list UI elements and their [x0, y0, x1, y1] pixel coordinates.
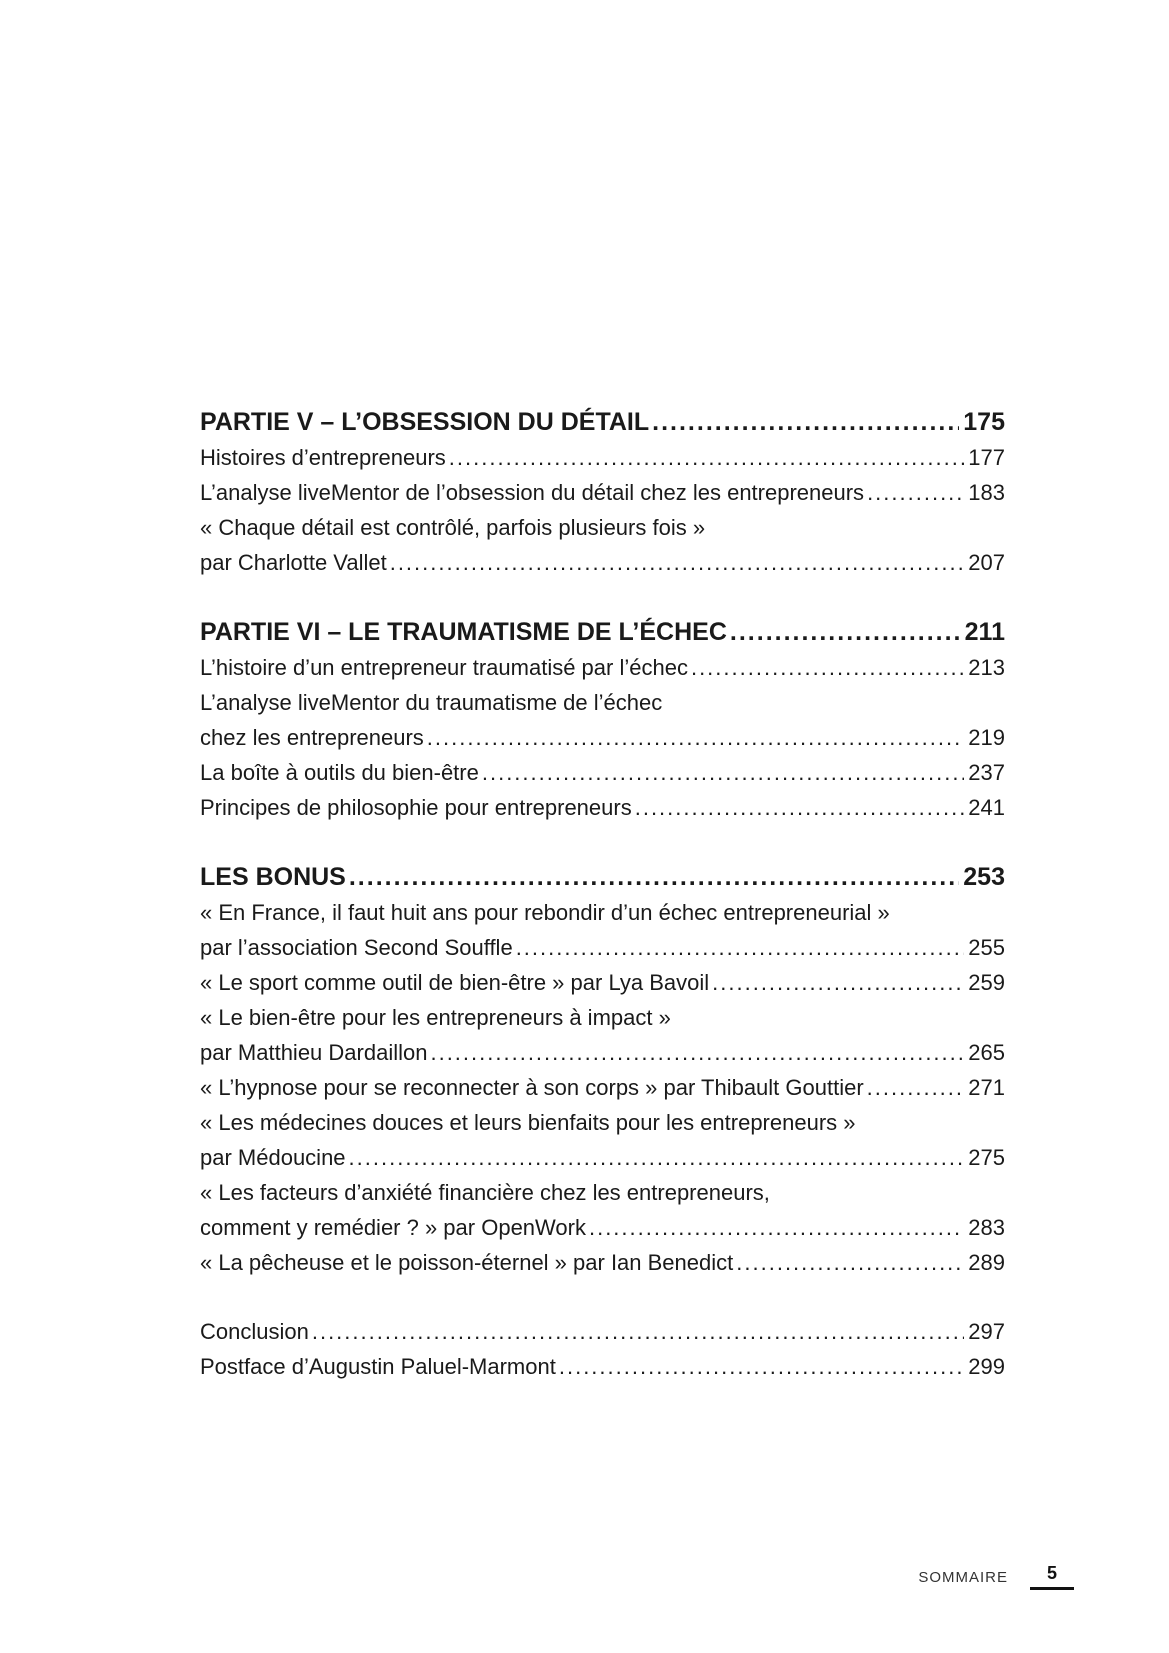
toc-section-bonus — [200, 859, 1005, 1280]
toc-heading-page: 211 — [964, 618, 1005, 646]
toc-entry[interactable] — [200, 475, 1005, 510]
leader-dots — [635, 790, 965, 825]
leader-dots — [449, 440, 965, 475]
toc-heading[interactable] — [200, 614, 1005, 650]
leader-dots — [589, 1210, 964, 1245]
toc-entry-title: « L’hypnose pour se reconnecter à son corps » par Thibault Gouttier — [200, 1075, 864, 1100]
toc-entry[interactable] — [200, 930, 1005, 965]
toc-entry-title: L’analyse liveMentor du traumatisme de l’échec — [200, 690, 663, 715]
leader-dots — [736, 1245, 964, 1280]
toc-entry-page: 283 — [968, 1215, 1005, 1240]
toc-entry-title: Histoires d’entrepreneurs — [200, 445, 446, 470]
toc-entry[interactable] — [200, 545, 1005, 580]
toc-entry-page: 259 — [968, 970, 1005, 995]
toc-entry-title: « Le bien-être pour les entrepreneurs à impact » — [200, 1005, 671, 1030]
toc-entry-line[interactable] — [200, 1175, 1005, 1210]
toc-entry-title: Conclusion — [200, 1319, 309, 1344]
toc-section-partie-v — [200, 404, 1005, 580]
toc-heading[interactable] — [200, 404, 1005, 440]
table-of-contents — [200, 404, 1005, 1384]
page-number: 5 — [1030, 1562, 1074, 1590]
toc-heading-page: 175 — [963, 408, 1005, 436]
toc-entry[interactable] — [200, 755, 1005, 790]
toc-entry[interactable] — [200, 650, 1005, 685]
toc-heading-title: PARTIE VI – LE TRAUMATISME DE L’ÉCHEC — [200, 618, 727, 646]
toc-entry-title: comment y remédier ? » par OpenWork — [200, 1215, 586, 1240]
toc-entry[interactable] — [200, 965, 1005, 1000]
toc-heading-title: LES BONUS — [200, 863, 346, 891]
leader-dots — [312, 1314, 964, 1349]
leader-dots — [390, 545, 965, 580]
toc-entry-title: La boîte à outils du bien-être — [200, 760, 479, 785]
toc-entry-line[interactable] — [200, 685, 1005, 720]
leader-dots — [349, 859, 959, 895]
toc-entry[interactable] — [200, 1140, 1005, 1175]
leader-dots — [691, 650, 964, 685]
toc-entry-title: par Médoucine — [200, 1145, 346, 1170]
toc-entry-page: 255 — [968, 935, 1005, 960]
toc-entry[interactable] — [200, 1210, 1005, 1245]
toc-heading-page: 253 — [963, 863, 1005, 891]
toc-entry-title: par l’association Second Souffle — [200, 935, 513, 960]
leader-dots — [559, 1349, 964, 1384]
leader-dots — [430, 1035, 964, 1070]
toc-entry[interactable] — [200, 1314, 1005, 1349]
leader-dots — [516, 930, 965, 965]
toc-entry-page: 177 — [968, 445, 1005, 470]
toc-entry-page: 271 — [968, 1075, 1005, 1100]
toc-entry[interactable] — [200, 1245, 1005, 1280]
toc-entry-page: 241 — [968, 795, 1005, 820]
running-footer-label: SOMMAIRE — [918, 1569, 1008, 1586]
leader-dots — [349, 1140, 965, 1175]
toc-entry[interactable] — [200, 1035, 1005, 1070]
toc-entry-page: 299 — [968, 1354, 1005, 1379]
toc-entry-page: 237 — [968, 760, 1005, 785]
toc-entry[interactable] — [200, 790, 1005, 825]
leader-dots — [867, 1070, 965, 1105]
toc-entry-title: « Chaque détail est contrôlé, parfois plusieurs fois » — [200, 515, 706, 540]
toc-entry-title: Postface d’Augustin Paluel-Marmont — [200, 1354, 556, 1379]
toc-entry-title: Principes de philosophie pour entrepreneurs — [200, 795, 632, 820]
leader-dots — [712, 965, 964, 1000]
toc-heading-title: PARTIE V – L’OBSESSION DU DÉTAIL — [200, 408, 650, 436]
toc-entry-title: par Matthieu Dardaillon — [200, 1040, 428, 1065]
toc-entry-page: 219 — [968, 725, 1005, 750]
toc-entry-page: 265 — [968, 1040, 1005, 1065]
toc-entry-line[interactable] — [200, 510, 1005, 545]
leader-dots — [730, 614, 961, 650]
toc-entry-line[interactable] — [200, 1105, 1005, 1140]
leader-dots — [482, 755, 964, 790]
leader-dots — [427, 720, 964, 755]
page-footer — [918, 1562, 1074, 1590]
toc-entry-title: L’histoire d’un entrepreneur traumatisé par l’échec — [200, 655, 688, 680]
toc-entry[interactable] — [200, 1070, 1005, 1105]
toc-entry[interactable] — [200, 720, 1005, 755]
toc-entry[interactable] — [200, 1349, 1005, 1384]
leader-dots — [867, 475, 964, 510]
toc-entry-page: 207 — [968, 550, 1005, 575]
toc-entry-page: 289 — [968, 1250, 1005, 1275]
toc-heading[interactable] — [200, 859, 1005, 895]
toc-entry-title: chez les entrepreneurs — [200, 725, 424, 750]
toc-entry-line[interactable] — [200, 895, 1005, 930]
toc-section-closing — [200, 1314, 1005, 1384]
toc-entry-title: « La pêcheuse et le poisson-éternel » par Ian Benedict — [200, 1250, 734, 1275]
toc-entry-title: « Le sport comme outil de bien-être » par Lya Bavoil — [200, 970, 710, 995]
toc-entry-title: « Les médecines douces et leurs bienfaits pour les entrepreneurs » — [200, 1110, 856, 1135]
toc-entry-page: 213 — [968, 655, 1005, 680]
toc-section-partie-vi — [200, 614, 1005, 825]
toc-entry-line[interactable] — [200, 1000, 1005, 1035]
toc-entry[interactable] — [200, 440, 1005, 475]
toc-entry-page: 183 — [968, 480, 1005, 505]
toc-entry-title: L’analyse liveMentor de l’obsession du détail chez les entrepreneurs — [200, 480, 865, 505]
toc-entry-page: 275 — [968, 1145, 1005, 1170]
toc-entry-title: « Les facteurs d’anxiété financière chez les entrepreneurs, — [200, 1180, 770, 1205]
toc-entry-page: 297 — [968, 1319, 1005, 1344]
toc-entry-title: « En France, il faut huit ans pour rebondir d’un échec entrepreneurial » — [200, 900, 890, 925]
leader-dots — [652, 404, 959, 440]
toc-entry-title: par Charlotte Vallet — [200, 550, 387, 575]
